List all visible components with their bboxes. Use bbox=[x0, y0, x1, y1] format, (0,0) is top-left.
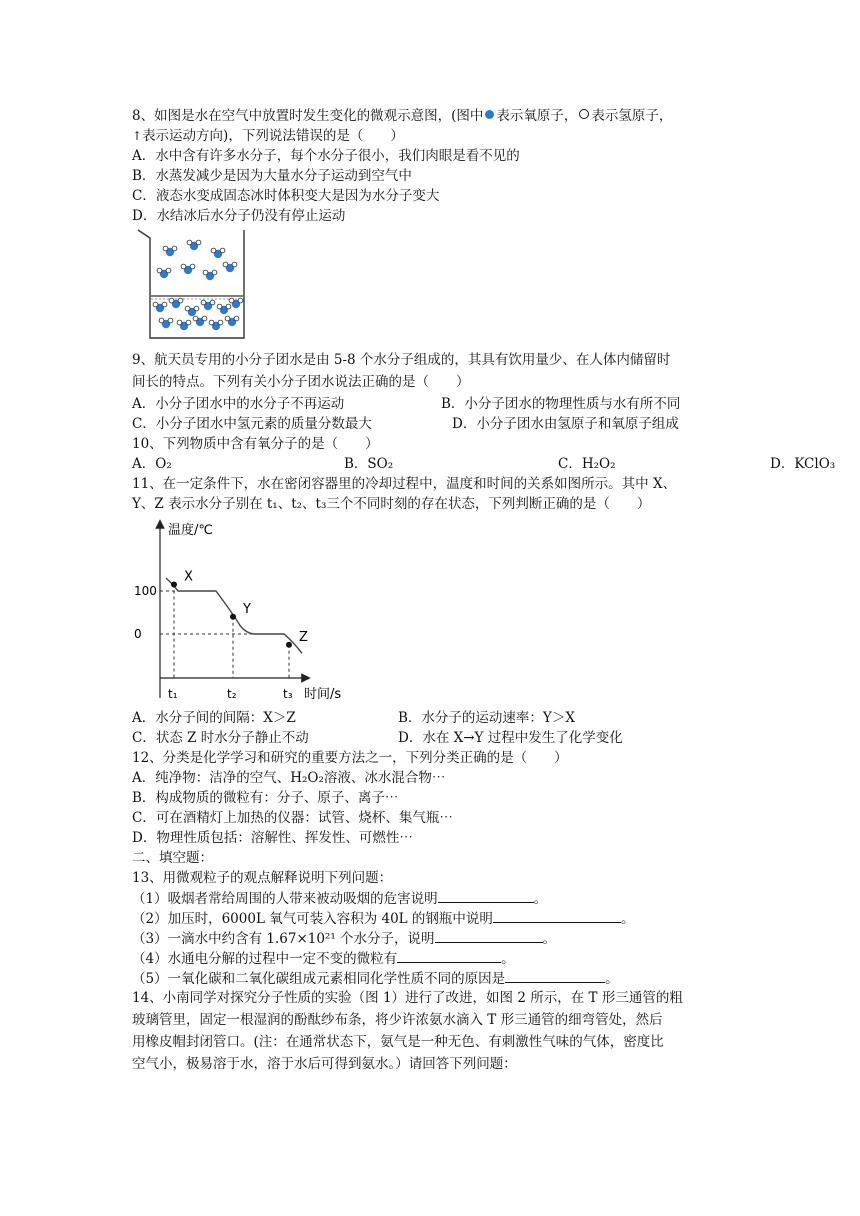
state-point-x bbox=[171, 582, 177, 588]
x-tick-label: t₂ bbox=[227, 687, 237, 701]
water-molecule bbox=[223, 262, 237, 272]
state-label-x: X bbox=[184, 569, 193, 585]
water-molecule bbox=[211, 248, 225, 258]
q8-stem-part-a: 8、如图是水在空气中放置时发生变化的微观示意图，(图中 bbox=[132, 108, 484, 124]
q10-option-a: A．O₂ bbox=[132, 456, 172, 472]
answer-blank[interactable] bbox=[505, 968, 605, 983]
q10-option-d: D．KClO₃ bbox=[770, 456, 836, 472]
q11-line1: 11、在一定条件下，水在密闭容器里的冷却过程中，温度和时间的关系如图所示。其中 X、 bbox=[132, 476, 677, 492]
water-molecule bbox=[193, 316, 207, 326]
answer-blank[interactable] bbox=[435, 928, 543, 943]
q9-option-a: A．小分子团水中的水分子不再运动 bbox=[132, 396, 345, 412]
q11-line2: Y、Z 表示水分子别在 t₁、t₂、t₃三个不同时刻的存在状态，下列判断正确的是（ ） bbox=[132, 496, 651, 512]
state-point-y bbox=[230, 614, 236, 620]
x-axis-label: 时间/s bbox=[304, 687, 342, 702]
state-label-y: Y bbox=[243, 601, 251, 617]
q11-option-a: A．水分子间的间隔：X＞Z bbox=[132, 710, 296, 726]
water-molecule bbox=[203, 270, 217, 280]
q9-option-d: D．小分子团水由氢原子和氧原子组成 bbox=[452, 416, 679, 432]
water-molecule bbox=[201, 300, 215, 310]
water-molecule bbox=[169, 298, 183, 308]
q14-line4: 空气小，极易溶于水，溶于水后可得到氨水。）请回答下列问题： bbox=[132, 1056, 517, 1072]
q12-option-a: A．纯净物：洁净的空气、H₂O₂溶液、冰水混合物⋯ bbox=[132, 770, 446, 786]
period: 。 bbox=[501, 951, 515, 967]
q13-stem: 13、用微观粒子的观点解释说明下列问题： bbox=[132, 870, 393, 886]
q8-option-c: C．液态水变成固态冰时体积变大是因为水分子变大 bbox=[132, 188, 440, 204]
water-molecule bbox=[187, 240, 201, 250]
q13-item-2 bbox=[132, 908, 634, 929]
q14-line3: 用橡皮帽封闭管口。(注：在通常状态下，氨气是一种无色、有刺激性气味的气体，密度比 bbox=[132, 1034, 664, 1050]
water-molecule bbox=[157, 268, 171, 278]
q9-line1: 9、航天员专用的小分子团水是由 5-8 个水分子组成的，其具有饮用量少、在人体内储留时 bbox=[132, 352, 671, 368]
q13-item-text: （4）水通电分解的过程中一定不变的微粒有 bbox=[132, 951, 398, 967]
water-molecule bbox=[159, 318, 173, 328]
q8-stem-part-b: 表示氧原子， bbox=[496, 108, 578, 124]
q8-option-a: A．水中含有许多水分子，每个水分子很小，我们肉眼是看不见的 bbox=[132, 148, 520, 164]
q9-option-c: C．小分子团水中氢元素的质量分数最大 bbox=[132, 416, 372, 432]
water-molecule bbox=[217, 304, 231, 314]
period: 。 bbox=[605, 971, 619, 987]
x-tick-label: t₃ bbox=[283, 687, 293, 701]
q10-option-b: B．SO₂ bbox=[344, 456, 394, 472]
water-molecule bbox=[209, 320, 223, 330]
state-label-z: Z bbox=[299, 629, 308, 645]
q11-option-c: C．状态 Z 时水分子静止不动 bbox=[132, 730, 309, 746]
q12-stem: 12、分类是化学学习和研究的重要方法之一，下列分类正确的是（ ） bbox=[132, 750, 568, 766]
q8-stem-line1 bbox=[132, 106, 672, 126]
water-molecule bbox=[181, 264, 195, 274]
q12-option-b: B．构成物质的微粒有：分子、原子、离子⋯ bbox=[132, 790, 399, 806]
water-molecule bbox=[163, 246, 177, 256]
y-axis-label: 温度/℃ bbox=[168, 523, 213, 538]
answer-blank[interactable] bbox=[493, 908, 621, 923]
water-molecule bbox=[185, 306, 199, 316]
q14-line2: 玻璃管里，固定一根湿润的酚酞纱布条，将少许浓氨水滴入 T 形三通管的细弯管处，然后 bbox=[132, 1012, 663, 1028]
y-tick-label: 100 bbox=[134, 584, 157, 598]
section-heading: 二、填空题： bbox=[132, 850, 213, 866]
q10-stem: 10、下列物质中含有氧分子的是（ ） bbox=[132, 436, 379, 452]
temperature-time-chart bbox=[128, 516, 368, 706]
q9-line2: 间长的特点。下列有关小分子团水说法正确的是（ ） bbox=[132, 374, 470, 390]
answer-blank[interactable] bbox=[397, 948, 501, 963]
q13-item-text: （2）加压时，6000L 氧气可装入容积为 40L 的钢瓶中说明 bbox=[132, 911, 493, 927]
q13-item-1 bbox=[132, 888, 547, 909]
q8-stem-text: 表示运动方向)，下列说法错误的是（ ） bbox=[142, 128, 404, 144]
q9-option-b: B．小分子团水的物理性质与水有所不同 bbox=[441, 396, 681, 412]
period: 。 bbox=[533, 891, 548, 907]
q13-item-5 bbox=[132, 968, 619, 989]
q8-stem-part-c: 表示氢原子， bbox=[591, 108, 673, 124]
q14-line1: 14、小南同学对探究分子性质的实验（图 1）进行了改进，如图 2 所示，在 T 形三通管的粗 bbox=[132, 990, 683, 1006]
q12-option-d: D．物理性质包括：溶解性、挥发性、可燃性⋯ bbox=[132, 830, 413, 846]
q8-stem-line2 bbox=[132, 126, 404, 146]
arrow-up-icon: ↑ bbox=[132, 129, 143, 143]
oxygen-atom-icon bbox=[485, 110, 494, 119]
q10-option-c: C．H₂O₂ bbox=[558, 456, 616, 472]
q13-item-text: （1）吸烟者常给周围的人带来被动吸烟的危害说明 bbox=[132, 891, 438, 907]
water-molecule bbox=[225, 316, 239, 326]
water-molecule bbox=[177, 320, 191, 330]
x-tick-label: t₁ bbox=[168, 687, 178, 701]
period: 。 bbox=[620, 911, 635, 927]
q8-option-b: B．水蒸发减少是因为大量水分子运动到空气中 bbox=[132, 168, 412, 184]
q13-item-3 bbox=[132, 928, 556, 949]
beaker-figure bbox=[136, 226, 252, 344]
q11-option-b: B．水分子的运动速率：Y＞X bbox=[398, 710, 575, 726]
answer-blank[interactable] bbox=[438, 888, 534, 903]
q13-item-4 bbox=[132, 948, 515, 969]
y-tick-label: 0 bbox=[134, 627, 142, 641]
q8-option-d: D．水结冰后水分子仍没有停止运动 bbox=[132, 208, 346, 224]
period: 。 bbox=[542, 931, 557, 947]
state-point-z bbox=[286, 642, 292, 648]
q12-option-c: C．可在酒精灯上加热的仪器：试管、烧杯、集气瓶⋯ bbox=[132, 810, 453, 826]
q13-item-text: （5）一氧化碳和二氧化碳组成元素相同化学性质不同的原因是 bbox=[132, 971, 506, 987]
water-molecule bbox=[153, 302, 167, 312]
q11-option-d: D．水在 X→Y 过程中发生了化学变化 bbox=[398, 730, 623, 746]
q13-item-text: （3）一滴水中约含有 1.67×10²¹ 个水分子，说明 bbox=[132, 931, 435, 947]
water-molecules bbox=[153, 240, 243, 330]
hydrogen-atom-icon bbox=[579, 109, 589, 119]
